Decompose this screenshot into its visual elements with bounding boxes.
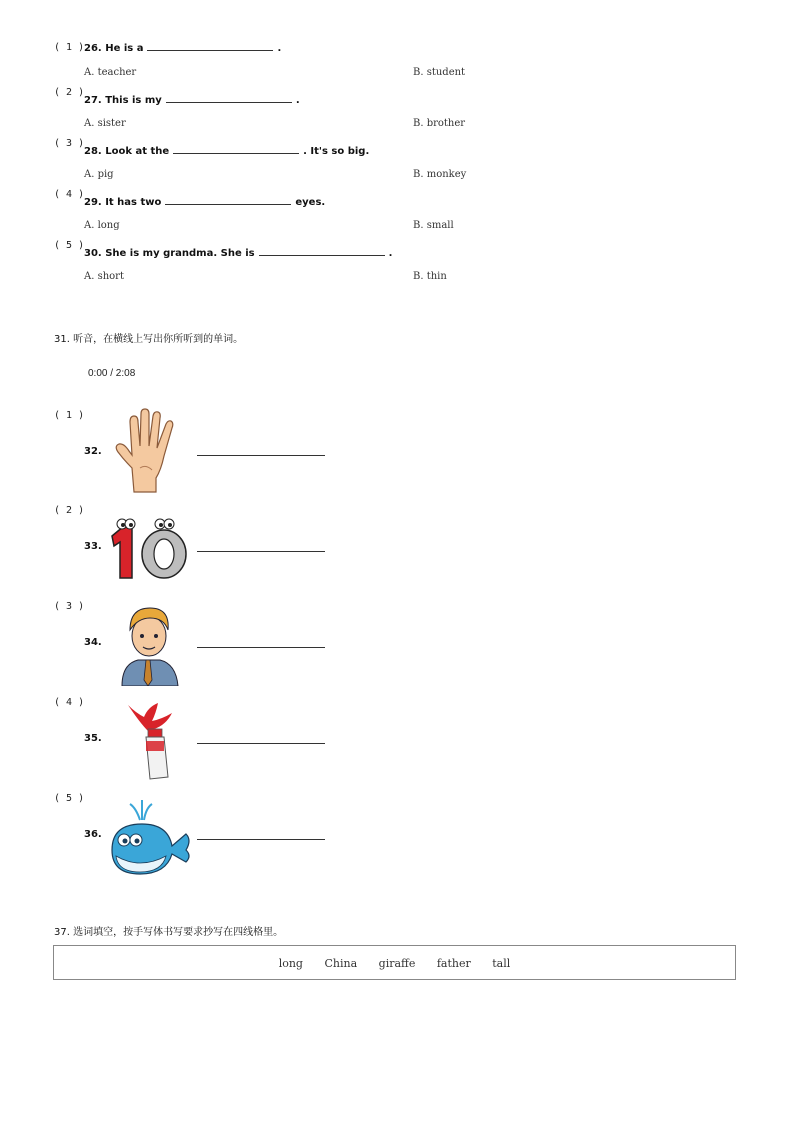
word-bank-item: tall xyxy=(492,957,511,970)
option-a[interactable]: A. teacher xyxy=(84,67,137,78)
question-index: ( 5 ) xyxy=(54,240,85,251)
question-index: ( 4 ) xyxy=(54,697,85,708)
question-index: ( 4 ) xyxy=(54,189,85,200)
question-number: 34. xyxy=(84,637,102,648)
option-a[interactable]: A. long xyxy=(84,220,120,231)
answer-blank[interactable] xyxy=(166,93,292,103)
question-text-after: . xyxy=(388,248,393,259)
question-index: ( 1 ) xyxy=(54,410,85,421)
question-27 xyxy=(84,93,300,106)
question-text-after: eyes. xyxy=(295,197,326,208)
question-text-after: . It's so big. xyxy=(303,146,370,157)
question-index: ( 2 ) xyxy=(54,87,85,98)
answer-line[interactable] xyxy=(197,455,325,456)
paint-tube-icon xyxy=(122,697,178,781)
answer-line[interactable] xyxy=(197,647,325,648)
hand-icon xyxy=(112,408,186,494)
word-bank-item: giraffe xyxy=(378,957,416,970)
word-bank-item: long xyxy=(278,957,303,970)
number-ten-icon xyxy=(106,514,192,580)
section-37-title: 37. 选词填空，按手写体书写要求抄写在四线格里。 xyxy=(54,927,284,938)
question-26 xyxy=(84,41,281,54)
section-31-title: 31. 听音，在横线上写出你所听到的单词。 xyxy=(54,334,244,345)
boy-icon xyxy=(116,602,182,686)
question-index: ( 2 ) xyxy=(54,505,85,516)
word-bank-item: father xyxy=(436,957,471,970)
question-number: 32. xyxy=(84,446,102,457)
answer-line[interactable] xyxy=(197,551,325,552)
option-b[interactable]: B. brother xyxy=(413,118,466,129)
question-number: 35. xyxy=(84,733,102,744)
answer-line[interactable] xyxy=(197,839,325,840)
question-number: 33. xyxy=(84,541,102,552)
answer-blank[interactable] xyxy=(147,41,273,51)
option-a[interactable]: A. pig xyxy=(84,169,114,180)
question-text-before: This is my xyxy=(105,95,162,106)
question-text-after: . xyxy=(277,43,282,54)
audio-time[interactable]: 0:00 / 2:08 xyxy=(88,368,136,379)
question-28 xyxy=(84,144,369,157)
question-index: ( 5 ) xyxy=(54,793,85,804)
question-text-before: He is a xyxy=(105,43,144,54)
question-text-before: It has two xyxy=(105,197,162,208)
question-text-before: She is my grandma. She is xyxy=(105,248,255,259)
question-number: 28. xyxy=(84,146,102,157)
option-b[interactable]: B. student xyxy=(413,67,466,78)
question-number: 29. xyxy=(84,197,102,208)
word-bank-box xyxy=(53,945,736,980)
question-29 xyxy=(84,195,325,208)
answer-blank[interactable] xyxy=(173,144,299,154)
question-text-before: Look at the xyxy=(105,146,170,157)
option-b[interactable]: B. thin xyxy=(413,271,447,282)
question-number: 27. xyxy=(84,95,102,106)
answer-blank[interactable] xyxy=(165,195,291,205)
whale-icon xyxy=(106,794,194,878)
answer-line[interactable] xyxy=(197,743,325,744)
question-number: 30. xyxy=(84,248,102,259)
question-index: ( 3 ) xyxy=(54,601,85,612)
option-b[interactable]: B. small xyxy=(413,220,454,231)
option-a[interactable]: A. sister xyxy=(84,118,126,129)
option-b[interactable]: B. monkey xyxy=(413,169,467,180)
question-text-after: . xyxy=(295,95,300,106)
question-index: ( 3 ) xyxy=(54,138,85,149)
word-bank-item: China xyxy=(324,957,358,970)
option-a[interactable]: A. short xyxy=(84,271,124,282)
question-number: 26. xyxy=(84,43,102,54)
answer-blank[interactable] xyxy=(259,246,385,256)
question-number: 36. xyxy=(84,829,102,840)
question-index: ( 1 ) xyxy=(54,42,85,53)
word-bank xyxy=(54,957,735,970)
question-30 xyxy=(84,246,392,259)
